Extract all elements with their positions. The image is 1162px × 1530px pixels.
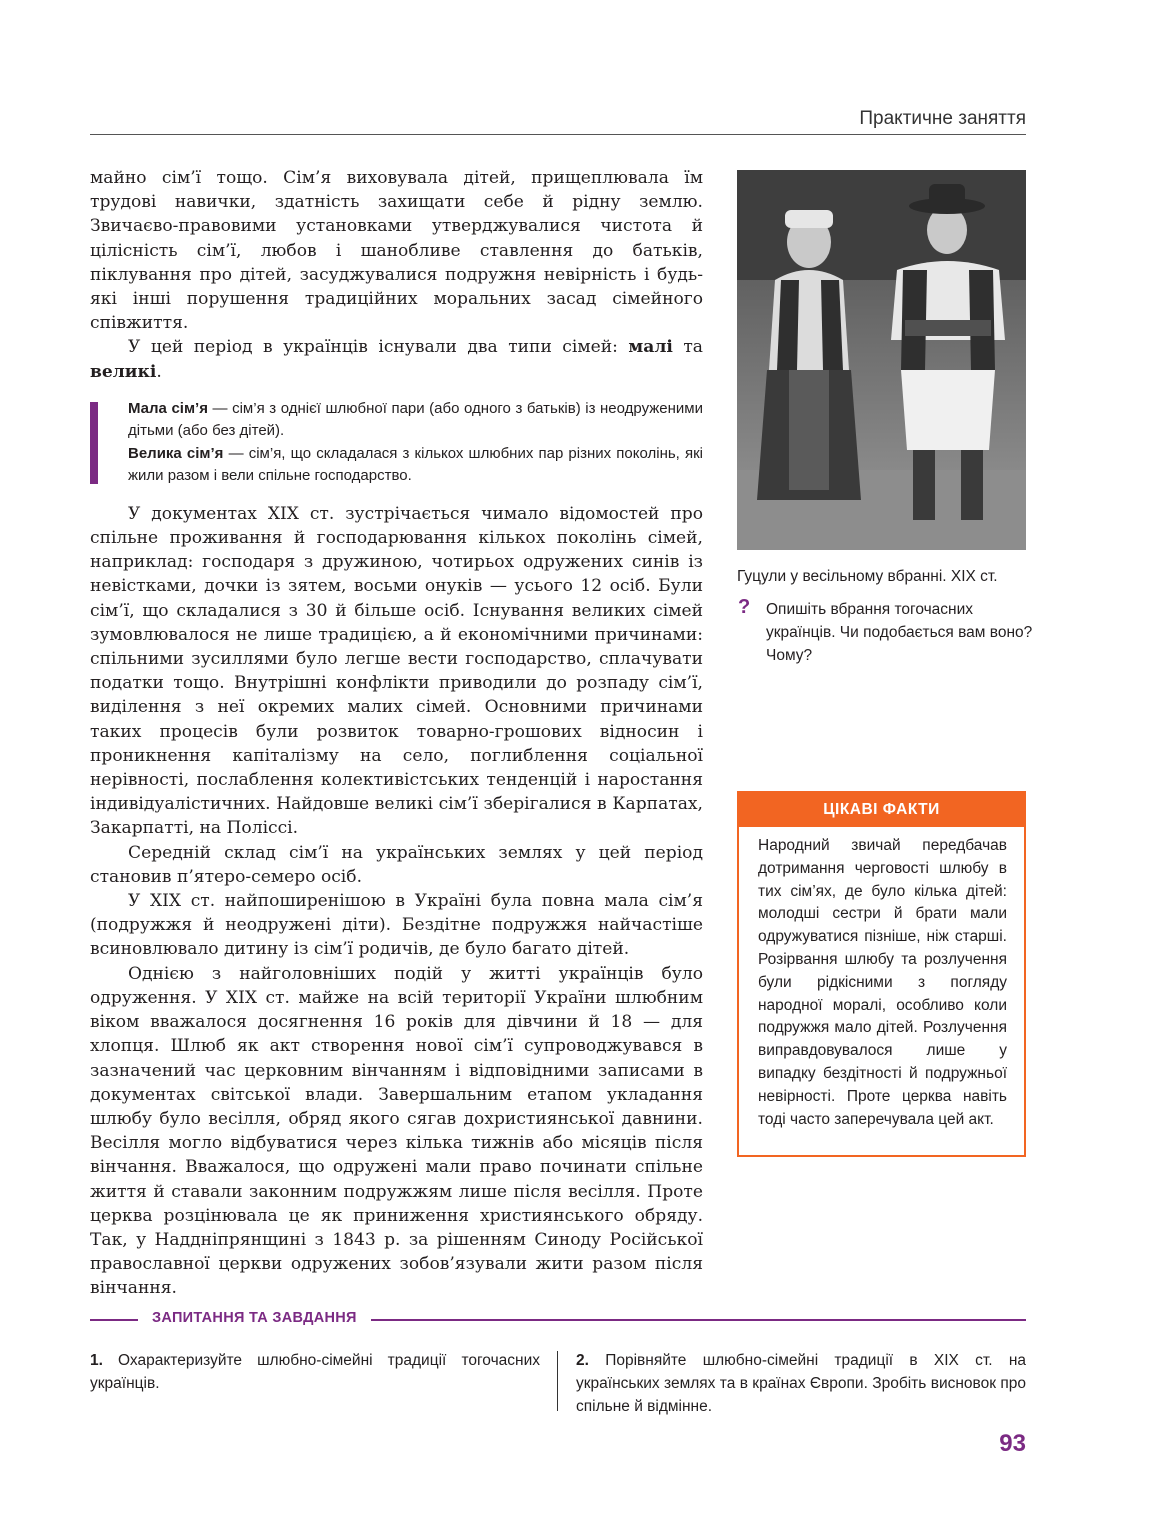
photo-illustration	[737, 170, 1026, 550]
tasks-rule-right	[371, 1319, 1026, 1321]
paragraph-family-types: У цей період в українців існували два типи сімей: малі та великі.	[90, 337, 703, 382]
paragraph: У документах XIX ст. зустрічається чимало відомостей про спільне проживання й господарювання кількох поколінь сімей, наприклад: господаря з дружиною, чотирьох одружених синів із невістками, дочки із зятем, восьми онуків — усього 12 осіб. Були сім’ї, що складалися з 30 й більше осіб. Існування великих сімей зумовлювалося не лише традицією, а й економічними причинами: спільними зусиллями було легше вести господарство, сплачувати податки тощо. Внутрішні конфлікти приводили до розпаду сім’ї, виділення з неї окремих малих сімей. Основними причинами таких процесів були розвиток товарно-грошових відносин і проникнення капіталізму на село, поглиблення соціальної нерівності, послаблення колективістських тенденцій і наростання індивідуалістичних. Найдовше великі сім’ї зберігалися в Карпатах, Закарпатті, на Поліссі.	[90, 503, 703, 839]
photo-caption: Гуцули у весільному вбранні. XIX ст.	[737, 568, 998, 585]
facts-title: ЦІКАВІ ФАКТИ	[739, 793, 1024, 827]
definition-bar	[90, 402, 98, 484]
hutsul-couple-photo	[737, 170, 1026, 550]
definition-box	[90, 398, 703, 488]
page-number: 93	[999, 1430, 1026, 1457]
paragraph: У XIX ст. найпоширенішою в Україні була повна мала сім’я (подружжя й неодружені діти). Бездітне подружжя найчастіше всиновлювало дитину із сім’ї родичів, де було багато дітей.	[90, 891, 703, 960]
main-text	[90, 166, 703, 1301]
facts-text: Народний звичай передбачав дотримання черговості шлюбу в тих сім’ях, де було кілька дітей: молодші сестри й брати мали одружуватися пізніше, ніж старші. Розірвання шлюбу та розлучення були рідкісними з погляду народної моралі, особливо коли подружжя мало дітей. Розлучення виправдовувалося лише у випадку бездітності й подружньої невірності. Проте церква навіть тоді часто заперечувала цей акт.	[758, 837, 1007, 1128]
photo-question: Опишіть вбрання тогочасних українців. Чи подобається вам воно? Чому?	[766, 601, 1033, 664]
interesting-facts-box	[737, 791, 1026, 1157]
tasks-divider	[557, 1351, 558, 1411]
header-rule	[90, 134, 1026, 135]
tasks-rule-left	[90, 1319, 138, 1321]
paragraph: Середній склад сім’ї на українських землях у цей період становив п’ятеро-семеро осіб.	[90, 842, 703, 887]
definition-large-family: Велика сім’я — сім’я, що складалася з кількох шлюбних пар різних поколінь, які жили разом і вели спільне господарство.	[128, 444, 703, 485]
paragraph: майно сім’ї тощо. Сім’я виховувала дітей, прищеплювала їм трудові навички, здатність захищати себе й рідну землю. Звичаєво-правовими установками утверджувалися чистота й цілісність сім’ї, любов і шанобливе ставлення до батьків, піклування про дітей, засуджувалися подружня невірність і будь-які інші порушення традиційних моральних засад сімейного співжиття.	[90, 168, 703, 334]
definition-small-family: Мала сім’я — сім’я з однієї шлюбної пари (або одного з батьків) із неодруженими дітьми (або без дітей).	[128, 399, 703, 440]
task-1: 1. Охарактеризуйте шлюбно-сімейні традиції тогочасних українців.	[90, 1352, 540, 1392]
task-2: 2. Порівняйте шлюбно-сімейні традиції в XIX ст. на українських землях та в країнах Європи. Зробіть висновок про спільне й відмінне.	[576, 1352, 1026, 1415]
running-header: Практичне заняття	[859, 108, 1026, 129]
paragraph: Однією з найголовніших подій у житті українців було одруження. У XIX ст. майже на всій території України шлюбним віком вважалося досягнення 16 років для дівчини й 18 — для хлопця. Шлюб як акт створення нової сім’ї супроводжувався в зазначений час церковним вінчанням і відповідними записами в документах світської влади. Завершальним етапом укладання шлюбу було весілля, обряд якого сягав дохристиянської давнини. Весілля могло відбуватися через кілька тижнів або місяців після вінчання. Вважалося, що одружені мали право починати спільне життя й ставали законним подружжям лише після весілля. Проте церква розцінювала це як приниження християнського обряду. Так, у Наддніпрянщині з 1843 р. за рішенням Синоду Російської православної церкви одружених зобов’язували жити разом після вінчання.	[90, 963, 703, 1299]
question-mark-icon: ?	[738, 596, 751, 618]
tasks-heading: ЗАПИТАННЯ ТА ЗАВДАННЯ	[152, 1310, 357, 1326]
